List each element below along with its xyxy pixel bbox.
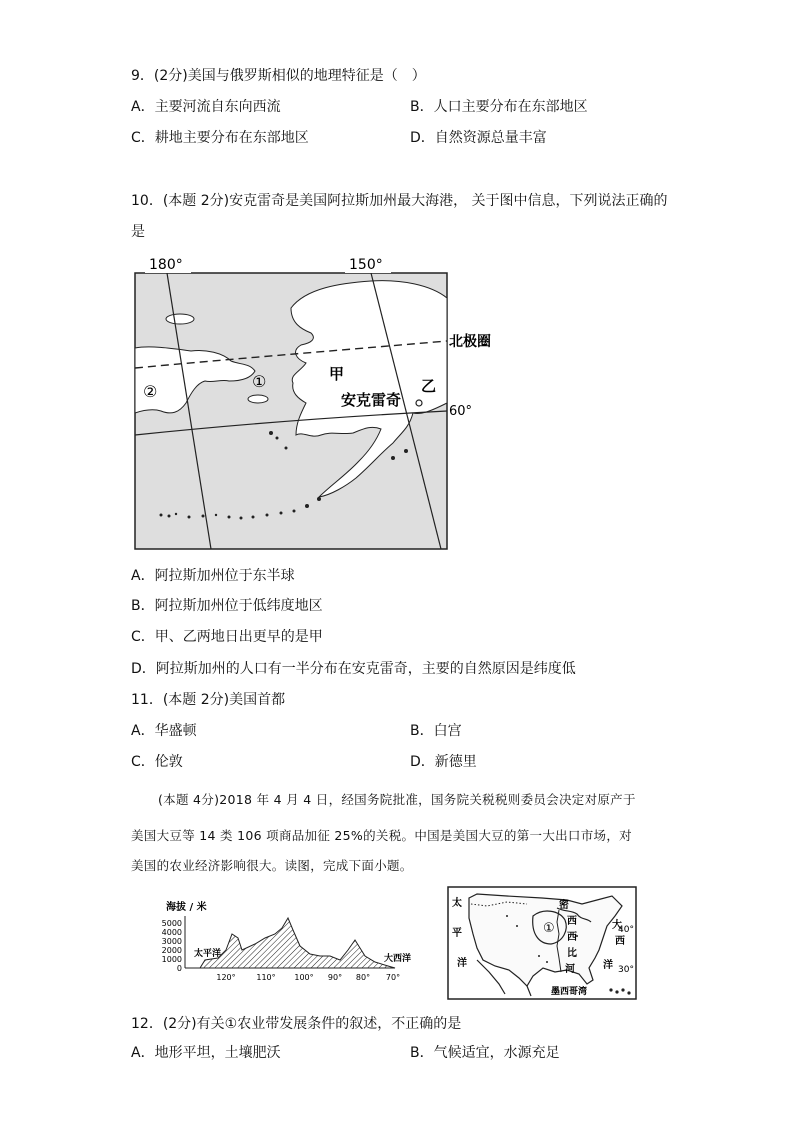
profile-right-ocean: 大西洋	[384, 954, 412, 964]
river-char-1: 密	[559, 900, 569, 911]
anchorage-marker	[416, 400, 422, 406]
lat-40-label: 40°	[618, 925, 634, 935]
gulf-label: 墨西哥湾	[551, 987, 588, 997]
river-char-5: 河	[565, 964, 575, 975]
q9-option-d: D．自然资源总量丰富	[410, 130, 547, 146]
city-anchorage: 安克雷奇	[341, 391, 402, 409]
ytick-2000: 2000	[161, 946, 182, 955]
q9-option-c: C．耕地主要分布在东部地区	[131, 130, 309, 146]
ytick-4000: 4000	[161, 928, 182, 937]
q12-option-a: A．地形平坦，土壤肥沃	[131, 1045, 281, 1061]
atlantic-char-3: 洋	[603, 960, 613, 971]
q9-option-b: B．人口主要分布在东部地区	[410, 99, 588, 115]
profile-left-ocean: 太平洋	[194, 949, 222, 959]
place-jia: 甲	[329, 365, 345, 383]
xtick-80: 80°	[355, 973, 371, 982]
elevation-profile	[160, 898, 420, 988]
q10-option-b: B．阿拉斯加州位于低纬度地区	[131, 598, 323, 614]
river-char-4: 比	[567, 948, 577, 959]
lon-150-label: 150°	[349, 257, 383, 273]
q11-option-c: C．伦敦	[131, 754, 183, 770]
atlantic-char-1: 大	[612, 920, 622, 931]
xtick-90: 90°	[327, 973, 343, 982]
material-line-1: (本题 4分)2018 年 4 月 4 日，经国务院批准，国务院关税税则委员会决定对原产于	[158, 792, 636, 807]
pacific-char-3: 洋	[457, 958, 467, 969]
q10-option-a: A．阿拉斯加州位于东半球	[131, 568, 295, 584]
lon-180-label: 180°	[149, 257, 183, 273]
us-agriculture-map	[447, 886, 637, 1000]
lat-30-label: 30°	[618, 965, 634, 975]
q11-option-a: A．华盛顿	[131, 723, 197, 739]
q12-option-b: B．气候适宜，水源充足	[410, 1045, 560, 1061]
q11-stem: 11．(本题 2分)美国首都	[131, 692, 286, 708]
ytick-0: 0	[176, 964, 182, 973]
river-char-3: 西	[567, 932, 577, 943]
river-char-2: 西	[567, 916, 577, 927]
mark-1: ①	[252, 372, 267, 391]
ytick-3000: 3000	[161, 937, 182, 946]
q11-option-b: B．白宫	[410, 723, 462, 739]
material-line-3: 美国的农业经济影响很大。读图，完成下面小题。	[131, 858, 413, 873]
q10-stem-cont: 是	[131, 224, 145, 240]
pacific-char-2: 平	[452, 928, 462, 939]
agri-belt-mark: ①	[543, 921, 555, 936]
lat-60-label: 60°	[449, 404, 473, 419]
place-yi: 乙	[421, 377, 437, 395]
xtick-120: 120°	[216, 973, 236, 982]
profile-ylabel: 海拔 / 米	[166, 902, 207, 913]
q11-option-d: D．新德里	[410, 754, 477, 770]
arctic-circle-label: 北极圈	[449, 334, 491, 350]
ytick-5000: 5000	[161, 919, 182, 928]
material-line-2: 美国大豆等 14 类 106 项商品加征 25%的关税。中国是美国大豆的第一大出口市场，对	[131, 828, 632, 843]
q9-option-a: A．主要河流自东向西流	[131, 99, 281, 115]
q12-stem: 12．(2分)有关①农业带发展条件的叙述，不正确的是	[131, 1016, 462, 1032]
mark-2: ②	[143, 382, 158, 401]
pacific-char-1: 太	[452, 898, 462, 909]
atlantic-char-2: 西	[615, 936, 625, 947]
q9-stem: 9．(2分)美国与俄罗斯相似的地理特征是（ ）	[131, 68, 426, 84]
q10-option-c: C．甲、乙两地日出更早的是甲	[131, 629, 323, 645]
xtick-110: 110°	[256, 973, 276, 982]
q10-option-d: D．阿拉斯加州的人口有一半分布在安克雷奇，主要的自然原因是纬度低	[131, 661, 576, 677]
xtick-100: 100°	[294, 973, 314, 982]
terrain-profile	[200, 918, 395, 968]
q10-stem: 10．(本题 2分)安克雷奇是美国阿拉斯加州最大海港， 关于图中信息，下列说法正确的	[131, 193, 668, 209]
alaska-map	[131, 253, 511, 553]
xtick-70: 70°	[385, 973, 401, 982]
st-lawrence-island	[248, 395, 268, 403]
ytick-1000: 1000	[161, 955, 182, 964]
wrangel-island	[166, 314, 194, 324]
